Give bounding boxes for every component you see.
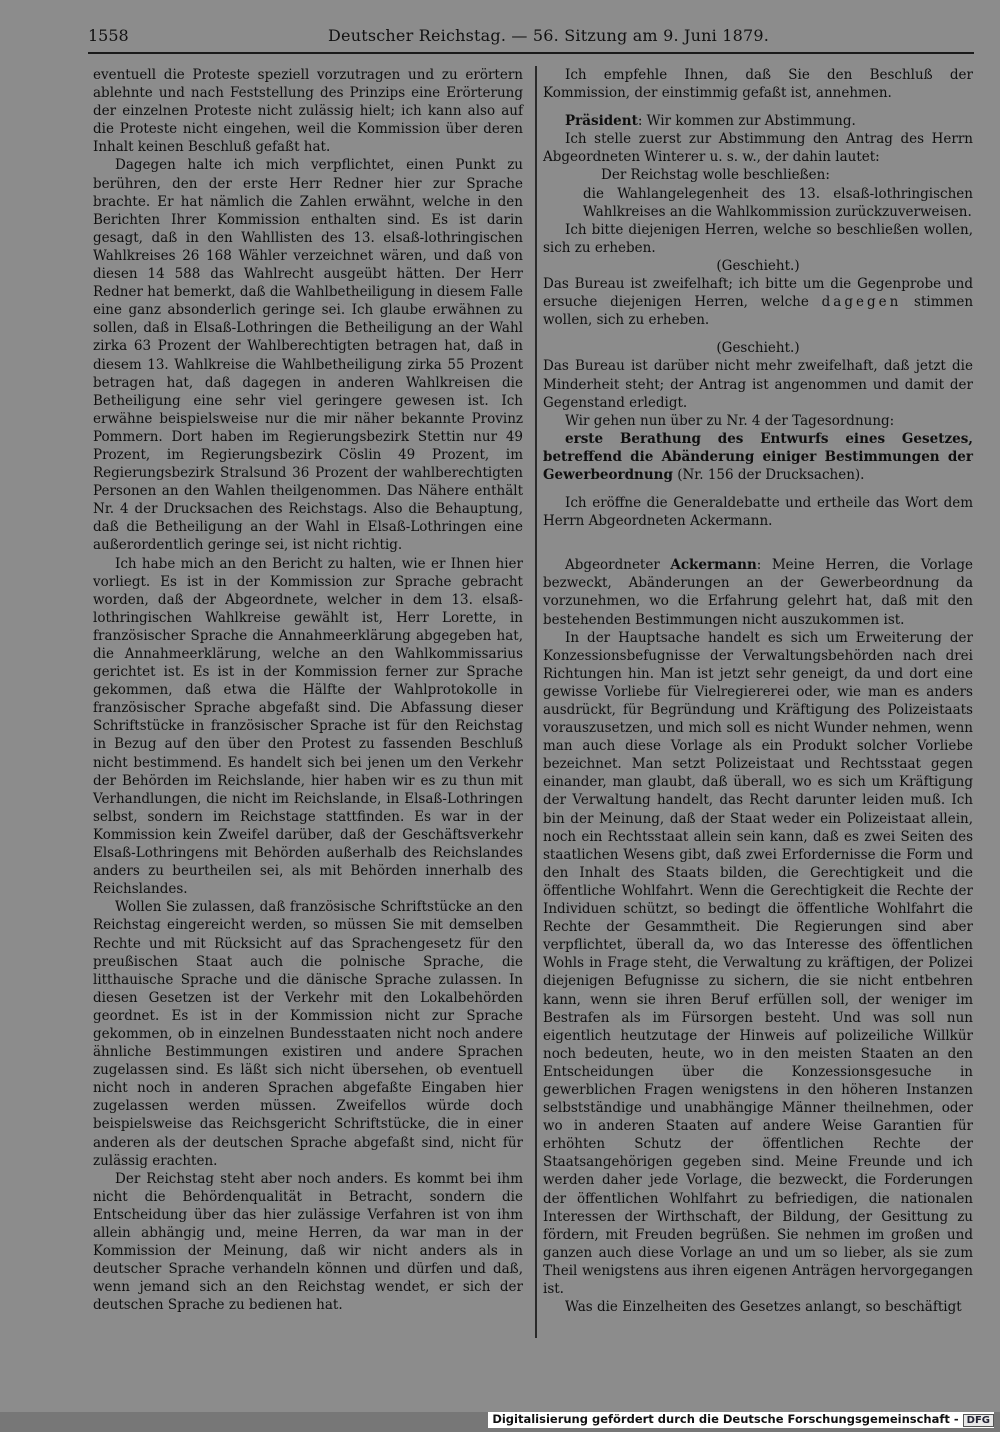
president-statement [543,112,973,130]
right-column [543,66,973,1316]
page-number: 1558 [88,26,129,45]
paragraph [543,275,973,329]
agenda-reference: (Nr. 156 der Drucksachen). [672,466,865,483]
dfg-logo: DFG [963,1414,994,1427]
speaker-statement [543,556,973,628]
paragraph: Wollen Sie zulassen, daß französische Schriftstücke an den Reichstag eingereicht werden, so müssen Sie mit demselben Rechte und mit Rücksicht auf das Sprachengesetz für den preußischen Staat auch die polnische Sprache, die litthauische Sprache und die dänische Sprache zulassen. In diesen Gesetzen ist der Verkehr mit den Lokalbehörden geordnet. Es ist in der Kommission nicht zur Sprache gekommen, ob in einzelnen Bundesstaaten nicht noch andere ähnliche Bestimmungen existiren und andere Sprachen zugelassen sind. Es läßt sich nicht übersehen, ob eventuell nicht noch in anderen Sprachen abgefaßte Eingaben hier zugelassen werden müssen. Zweifellos würde doch beispielsweise das Reichsgericht Schriftstücke, die in einer anderen als der deutschen Sprache abgefaßt sind, nicht für zulässig erachten. [93,899,523,1169]
paragraph: In der Hauptsache handelt es sich um Erweiterung der Konzessionsbefugnisse der Verwaltungsbehörden nach drei Richtungen hin. Man ist jetzt sehr geneigt, da und dort eine gewisse Vorliebe für Vielregiererei oder, wie man es anders ausdrückt, für Begründung und Kräftigung des Polizeistaats vorauszusetzen, und mich soll es nicht Wunder nehmen, wenn man auch diese Vorlage als ein Produkt solcher Vorliebe bezeichnet. Man setzt Polizeistaat und Rechtsstaat gegen einander, man glaubt, daß überall, wo es sich um Kräftigung der Verwaltung handelt, das Recht darunter leiden muß. Ich bin der Meinung, daß der Staat weder ein Polizeistaat allein, noch ein Rechtsstaat allein sein kann, daß es zwei Seiten des staatlichen Wesens gibt, daß zwei Erfordernisse die Form und den Inhalt des Staats bilden, die Gerechtigkeit und die öffentliche Wohlfahrt. Wenn die Gerechtigkeit die Rechte der Individuen schützt, so bedingt die öffentliche Wohlfahrt die Rechte der Gesammtheit. Die Regierungen sind aber verpflichtet, überall da, wo das Interesse des öffentlichen Wohls in Frage steht, die Verwaltung zu kräftigen, der Polizei diejenigen Befugnisse zu sichern, die sie nicht entbehren kann, wenn sie ihren Beruf erfüllen soll, der weniger im Bestrafen als im Fürsorgen besteht. Und was soll nun eigentlich heutzutage der Hinweis auf polizeiliche Willkür noch bedeuten, heute, wo in den meisten Staaten an den Entscheidungen über die Konzessionsgesuche in gewerblichen Fragen wenigstens in den höheren Instanzen selbstständige und unabhängige Männer theilnehmen, oder wo in anderen Staaten auf andere Weise Garantien für erhöhten Schutz der öffentlichen Rechte der Staatsangehörigen gegeben sind. Meine Freunde und ich werden daher jede Vorlage, die bezweckt, die Forderungen der öffentlichen Wohlfahrt zu befriedigen, die nationalen Interessen der Wirthschaft, der Bildung, der Gesittung zu fördern, mit Freuden begrüßen. Sie nehmen im großen und ganzen auch diese Vorlage an und um so lieber, als sie zum Theil wenigstens aus ihren eigenen Anträgen hervorgegangen ist. [543,629,973,1297]
paragraph: Ich eröffne die Generaldebatte und ertheile das Wort dem Herrn Abgeordneten Ackermann. [543,495,973,530]
motion-intro: Der Reichstag wolle beschließen: [601,167,830,184]
agenda-item [543,430,973,484]
left-column [93,66,523,1314]
paragraph: Ich empfehle Ihnen, daß Sie den Beschluß der Kommission, der einstimmig gefaßt ist, annehmen. [543,67,973,102]
column-divider [535,66,537,1338]
paragraph: Was die Einzelheiten des Gesetzes anlangt, so beschäftigt [565,1299,962,1316]
digitization-footer [488,1412,994,1428]
paragraph: Ich habe mich an den Bericht zu halten, wie er Ihnen hier vorliegt. Es ist in der Kommission zur Sprache gebracht worden, daß der Abgeordnete, welcher in dem 13. elsaß-lothringischen Wahlkreise gewählt ist, Herr Lorette, in französischer Sprache die Annahmeerklärung abgegeben hat, die Annahmeerklärung, welche an den Wahlkommissarius gerichtet ist. Es ist in der Kommission ferner zur Sprache gekommen, daß etwa die Hälfte der Wahlprotokolle in französischer Sprache abgefaßt sind. Die Abfassung dieser Schriftstücke in französischer Sprache ist für den Reichstag in Bezug auf den über den Protest zu fassenden Beschluß nicht bestimmend. Es handelt sich bei jenen um den Verkehr der Behörden im Reichslande, hier haben wir es zu thun mit Verhandlungen, die nicht im Reichslande, in Elsaß-Lothringen selbst, sondern im Reichstage stattfinden. Es war in der Kommission kein Zweifel darüber, daß der Geschäftsverkehr Elsaß-Lothringens mit Behörden außerhalb des Reichslandes anders zu beurtheilen sei, als mit Behörden innerhalb des Reichslandes. [93,555,523,898]
footer-text: Digitalisierung gefördert durch die Deutsche Forschungsgemeinschaft - [492,1412,959,1426]
speaker-label: Präsident [565,113,638,130]
agenda-title: erste Berathung des Entwurfs eines Gesetzes, betreffend die Abänderung einiger Bestimmungen der Gewerbeordnung [543,430,973,483]
text-span: stimmen wollen, sich zu erheben. [543,294,974,329]
paragraph: eventuell die Proteste speziell vorzutragen und zu erörtern ablehnte und nach Feststellung des Prinzips eine Erörterung der einzelnen Proteste nicht zulässig hielt; ich kann also auf die Proteste nicht eingehen, weil die Kommission über deren Inhalt keinen Beschluß gefaßt hat. [93,67,523,156]
running-title: Deutscher Reichstag. — 56. Sitzung am 9. Juni 1879. [328,26,770,45]
paragraph: Dagegen halte ich mich verpflichtet, einen Punkt zu berühren, den der erste Herr Redner hier zur Sprache brachte. Er hat nämlich die Zahlen erwähnt, welche in den Berichten Ihrer Kommission enthalten sind. Es ist darin gesagt, daß in den Wahllisten des 13. elsaß-lothringischen Wahlkreises 26 168 Wähler verzeichnet wären, und daß von diesen 14 588 das Wahlrecht ausgeübt hätten. Der Herr Redner hat bemerkt, daß die Wahlbetheiligung in diesem Falle eine ganz absonderlich geringe sei. Ich glaube erwähnen zu sollen, daß in Elsaß-Lothringen die Betheiligung an der Wahl zirka 63 Prozent der Wahlberechtigten betragen hat, daß in diesem 13. Wahlkreise die Wahlbetheiligung zirka 55 Prozent betragen hat, daß dagegen in anderen Wahlkreisen die Betheiligung eine sehr viel geringere gewesen ist. Ich erwähne beispielsweise nur die mir näher bekannte Provinz Pommern. Dort haben im Regierungsbezirk Stettin nur 49 Prozent, im Regierungsbezirk Cöslin 49 Prozent, im Regierungsbezirk Stralsund 36 Prozent der wahlberechtigten Personen an den Wahlen theilgenommen. Das Nähere enthält Nr. 4 der Drucksachen des Reichstags. Also die Behauptung, daß die Betheiligung an der Wahl in Elsaß-Lothringen eine außerordentlich geringe sei, ist nicht richtig. [93,157,523,554]
speaker-text: : Meine Herren, die Vorlage bezweckt, Abänderungen an der Gewerbeordnung da vorzunehmen, wo die Erfahrung gelehrt hat, daß mit den bestehenden Bestimmungen nicht auszukommen ist. [543,557,973,628]
header-rule [88,52,974,54]
paragraph: Der Reichstag steht aber noch anders. Es kommt bei ihm nicht die Behördenqualität in Betracht, sondern die Entscheidung über das hier zulässige Verfahren ist von ihm allein abhängig und, meine Herren, da war man in der Kommission der Meinung, daß wir nicht anders als in deutscher Sprache verhandeln können und dürfen und daß, wenn jemand sich an den Reichstag wendet, er sich der deutschen Sprache zu bedienen hat. [93,1170,523,1314]
text-span: Das Bureau ist zweifelhaft; ich bitte um die Gegenprobe und ersuche diejenigen Herren, welche [543,276,973,311]
procedure-note: (Geschieht.) [716,257,800,274]
paragraph: Ich bitte diejenigen Herren, welche so beschließen wollen, sich zu erheben. [543,221,973,256]
motion-text: die Wahlangelegenheit des 13. elsaß-lothringischen Wahlkreises an die Wahlkommission zurückzuverweisen. [583,185,973,220]
procedure-note: (Geschieht.) [716,340,800,357]
page-header [88,26,974,52]
paragraph: Das Bureau ist darüber nicht mehr zweifelhaft, daß jetzt die Minderheit steht; der Antrag ist angenommen und damit der Gegenstand erledigt. [543,358,973,411]
paragraph: Wir gehen nun über zu Nr. 4 der Tagesordnung: [565,412,895,429]
speaker-prefix: Abgeordneter [565,557,671,574]
paragraph: Ich stelle zuerst zur Abstimmung den Antrag des Herrn Abgeordneten Winterer u. s. w., der dahin lautet: [543,131,973,166]
speaker-name: Ackermann [670,557,757,574]
emphasis-text: dagegen [821,294,902,311]
speaker-text: : Wir kommen zur Abstimmung. [637,113,856,130]
